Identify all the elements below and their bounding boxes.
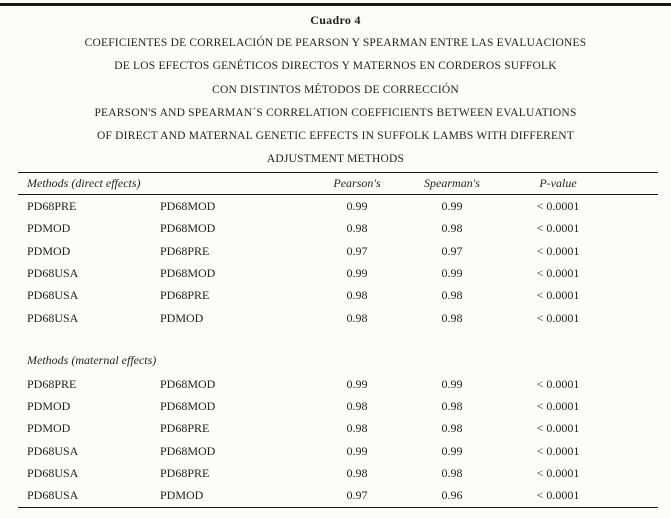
table-row bbox=[18, 307, 658, 329]
cell-p-value: < 0.0001 bbox=[536, 288, 580, 303]
cell-method-a: PD68USA bbox=[27, 488, 79, 503]
cell-method-b: PDMOD bbox=[160, 310, 204, 325]
table-row bbox=[18, 218, 658, 240]
cell-p-value: < 0.0001 bbox=[536, 399, 580, 414]
cell-method-b: PD68PRE bbox=[160, 421, 210, 436]
caption-line-es-3: CON DISTINTOS MÉTODOS DE CORRECCIÓN bbox=[212, 83, 459, 96]
cell-pearson-coefficient: 0.97 bbox=[346, 488, 368, 503]
cell-p-value: < 0.0001 bbox=[536, 466, 580, 481]
cell-pearson-coefficient: 0.97 bbox=[346, 243, 368, 258]
cell-spearman-coefficient: 0.99 bbox=[441, 265, 463, 280]
cell-pearson-coefficient: 0.98 bbox=[346, 288, 368, 303]
cell-p-value: < 0.0001 bbox=[536, 265, 580, 280]
table-number: Cuadro 4 bbox=[310, 13, 361, 27]
cell-method-a: PD68PRE bbox=[27, 376, 77, 391]
page-top-rule bbox=[0, 3, 671, 6]
cell-spearman-coefficient: 0.98 bbox=[441, 310, 463, 325]
table-row bbox=[18, 195, 658, 217]
table-row bbox=[18, 440, 658, 462]
cell-spearman-coefficient: 0.98 bbox=[441, 399, 463, 414]
cell-method-a: PDMOD bbox=[27, 399, 71, 414]
cell-method-b: PD68MOD bbox=[160, 399, 216, 414]
table-row bbox=[18, 396, 658, 418]
cell-spearman-coefficient: 0.98 bbox=[441, 466, 463, 481]
cell-p-value: < 0.0001 bbox=[536, 443, 580, 458]
table-row bbox=[18, 373, 658, 395]
cell-method-a: PD68USA bbox=[27, 443, 79, 458]
table-row bbox=[18, 285, 658, 307]
cell-p-value: < 0.0001 bbox=[536, 243, 580, 258]
table-row bbox=[18, 418, 658, 440]
cell-spearman-coefficient: 0.99 bbox=[441, 376, 463, 391]
cell-p-value: < 0.0001 bbox=[536, 310, 580, 325]
direct-effects-rows bbox=[18, 195, 658, 329]
cell-spearman-coefficient: 0.97 bbox=[441, 243, 463, 258]
cell-pearson-coefficient: 0.98 bbox=[346, 399, 368, 414]
cell-method-b: PD68PRE bbox=[160, 243, 210, 258]
cell-method-a: PD68USA bbox=[27, 310, 79, 325]
cell-pearson-coefficient: 0.98 bbox=[346, 466, 368, 481]
section-gap bbox=[18, 329, 658, 348]
cell-method-a: PDMOD bbox=[27, 243, 71, 258]
cell-method-b: PD68MOD bbox=[160, 376, 216, 391]
cell-pearson-coefficient: 0.98 bbox=[346, 421, 368, 436]
maternal-section-label-row bbox=[18, 348, 658, 373]
cell-pearson-coefficient: 0.99 bbox=[346, 199, 368, 214]
cell-spearman-coefficient: 0.98 bbox=[441, 421, 463, 436]
cell-method-a: PDMOD bbox=[27, 221, 71, 236]
cell-spearman-coefficient: 0.96 bbox=[441, 488, 463, 503]
cell-p-value: < 0.0001 bbox=[536, 421, 580, 436]
cell-spearman-coefficient: 0.98 bbox=[441, 221, 463, 236]
cell-method-b: PD68MOD bbox=[160, 221, 216, 236]
cell-method-a: PDMOD bbox=[27, 421, 71, 436]
cell-method-a: PD68USA bbox=[27, 288, 79, 303]
cell-spearman-coefficient: 0.99 bbox=[441, 199, 463, 214]
correlation-table bbox=[18, 172, 658, 508]
cell-pearson-coefficient: 0.99 bbox=[346, 443, 368, 458]
cell-p-value: < 0.0001 bbox=[536, 488, 580, 503]
cell-method-b: PD68MOD bbox=[160, 443, 216, 458]
caption-line-en-1: PEARSON'S AND SPEARMAN´S CORRELATION COEFFICIENTS BETWEEN EVALUATIONS bbox=[94, 106, 577, 119]
column-header-pvalue: P-value bbox=[539, 176, 577, 191]
column-header-pearsons: Pearson's bbox=[333, 176, 381, 191]
cell-method-a: PD68PRE bbox=[27, 199, 77, 214]
table-bottom-rule bbox=[18, 507, 658, 508]
cell-p-value: < 0.0001 bbox=[536, 221, 580, 236]
cell-method-a: PD68USA bbox=[27, 265, 79, 280]
cell-method-b: PD68MOD bbox=[160, 199, 216, 214]
cell-pearson-coefficient: 0.98 bbox=[346, 221, 368, 236]
cell-spearman-coefficient: 0.99 bbox=[441, 443, 463, 458]
cell-method-b: PD68PRE bbox=[160, 288, 210, 303]
cell-p-value: < 0.0001 bbox=[536, 376, 580, 391]
cell-p-value: < 0.0001 bbox=[536, 199, 580, 214]
table-row bbox=[18, 462, 658, 484]
cell-pearson-coefficient: 0.99 bbox=[346, 265, 368, 280]
maternal-effects-rows bbox=[18, 373, 658, 507]
table-row bbox=[18, 240, 658, 262]
cell-pearson-coefficient: 0.98 bbox=[346, 310, 368, 325]
cell-method-a: PD68USA bbox=[27, 466, 79, 481]
cell-method-b: PD68PRE bbox=[160, 466, 210, 481]
column-header-methods-direct: Methods (direct effects) bbox=[27, 176, 141, 191]
table-row bbox=[18, 485, 658, 507]
caption-line-es-2: DE LOS EFECTOS GENÉTICOS DIRECTOS Y MATERNOS EN CORDEROS SUFFOLK bbox=[114, 60, 557, 73]
caption-line-en-2: OF DIRECT AND MATERNAL GENETIC EFFECTS IN SUFFOLK LAMBS WITH DIFFERENT bbox=[96, 130, 574, 143]
cell-method-b: PD68MOD bbox=[160, 265, 216, 280]
column-header-spearmans: Spearman's bbox=[424, 176, 480, 191]
caption-line-es-1: COEFICIENTES DE CORRELACIÓN DE PEARSON Y SPEARMAN ENTRE LAS EVALUACIONES bbox=[84, 37, 587, 50]
caption-line-en-3: ADJUSTMENT METHODS bbox=[266, 153, 405, 166]
table-caption bbox=[0, 0, 671, 171]
cell-pearson-coefficient: 0.99 bbox=[346, 376, 368, 391]
table-header-row bbox=[18, 173, 658, 194]
cell-spearman-coefficient: 0.98 bbox=[441, 288, 463, 303]
section-label-maternal: Methods (maternal effects) bbox=[27, 353, 157, 368]
cell-method-b: PDMOD bbox=[160, 488, 204, 503]
table-row bbox=[18, 262, 658, 284]
